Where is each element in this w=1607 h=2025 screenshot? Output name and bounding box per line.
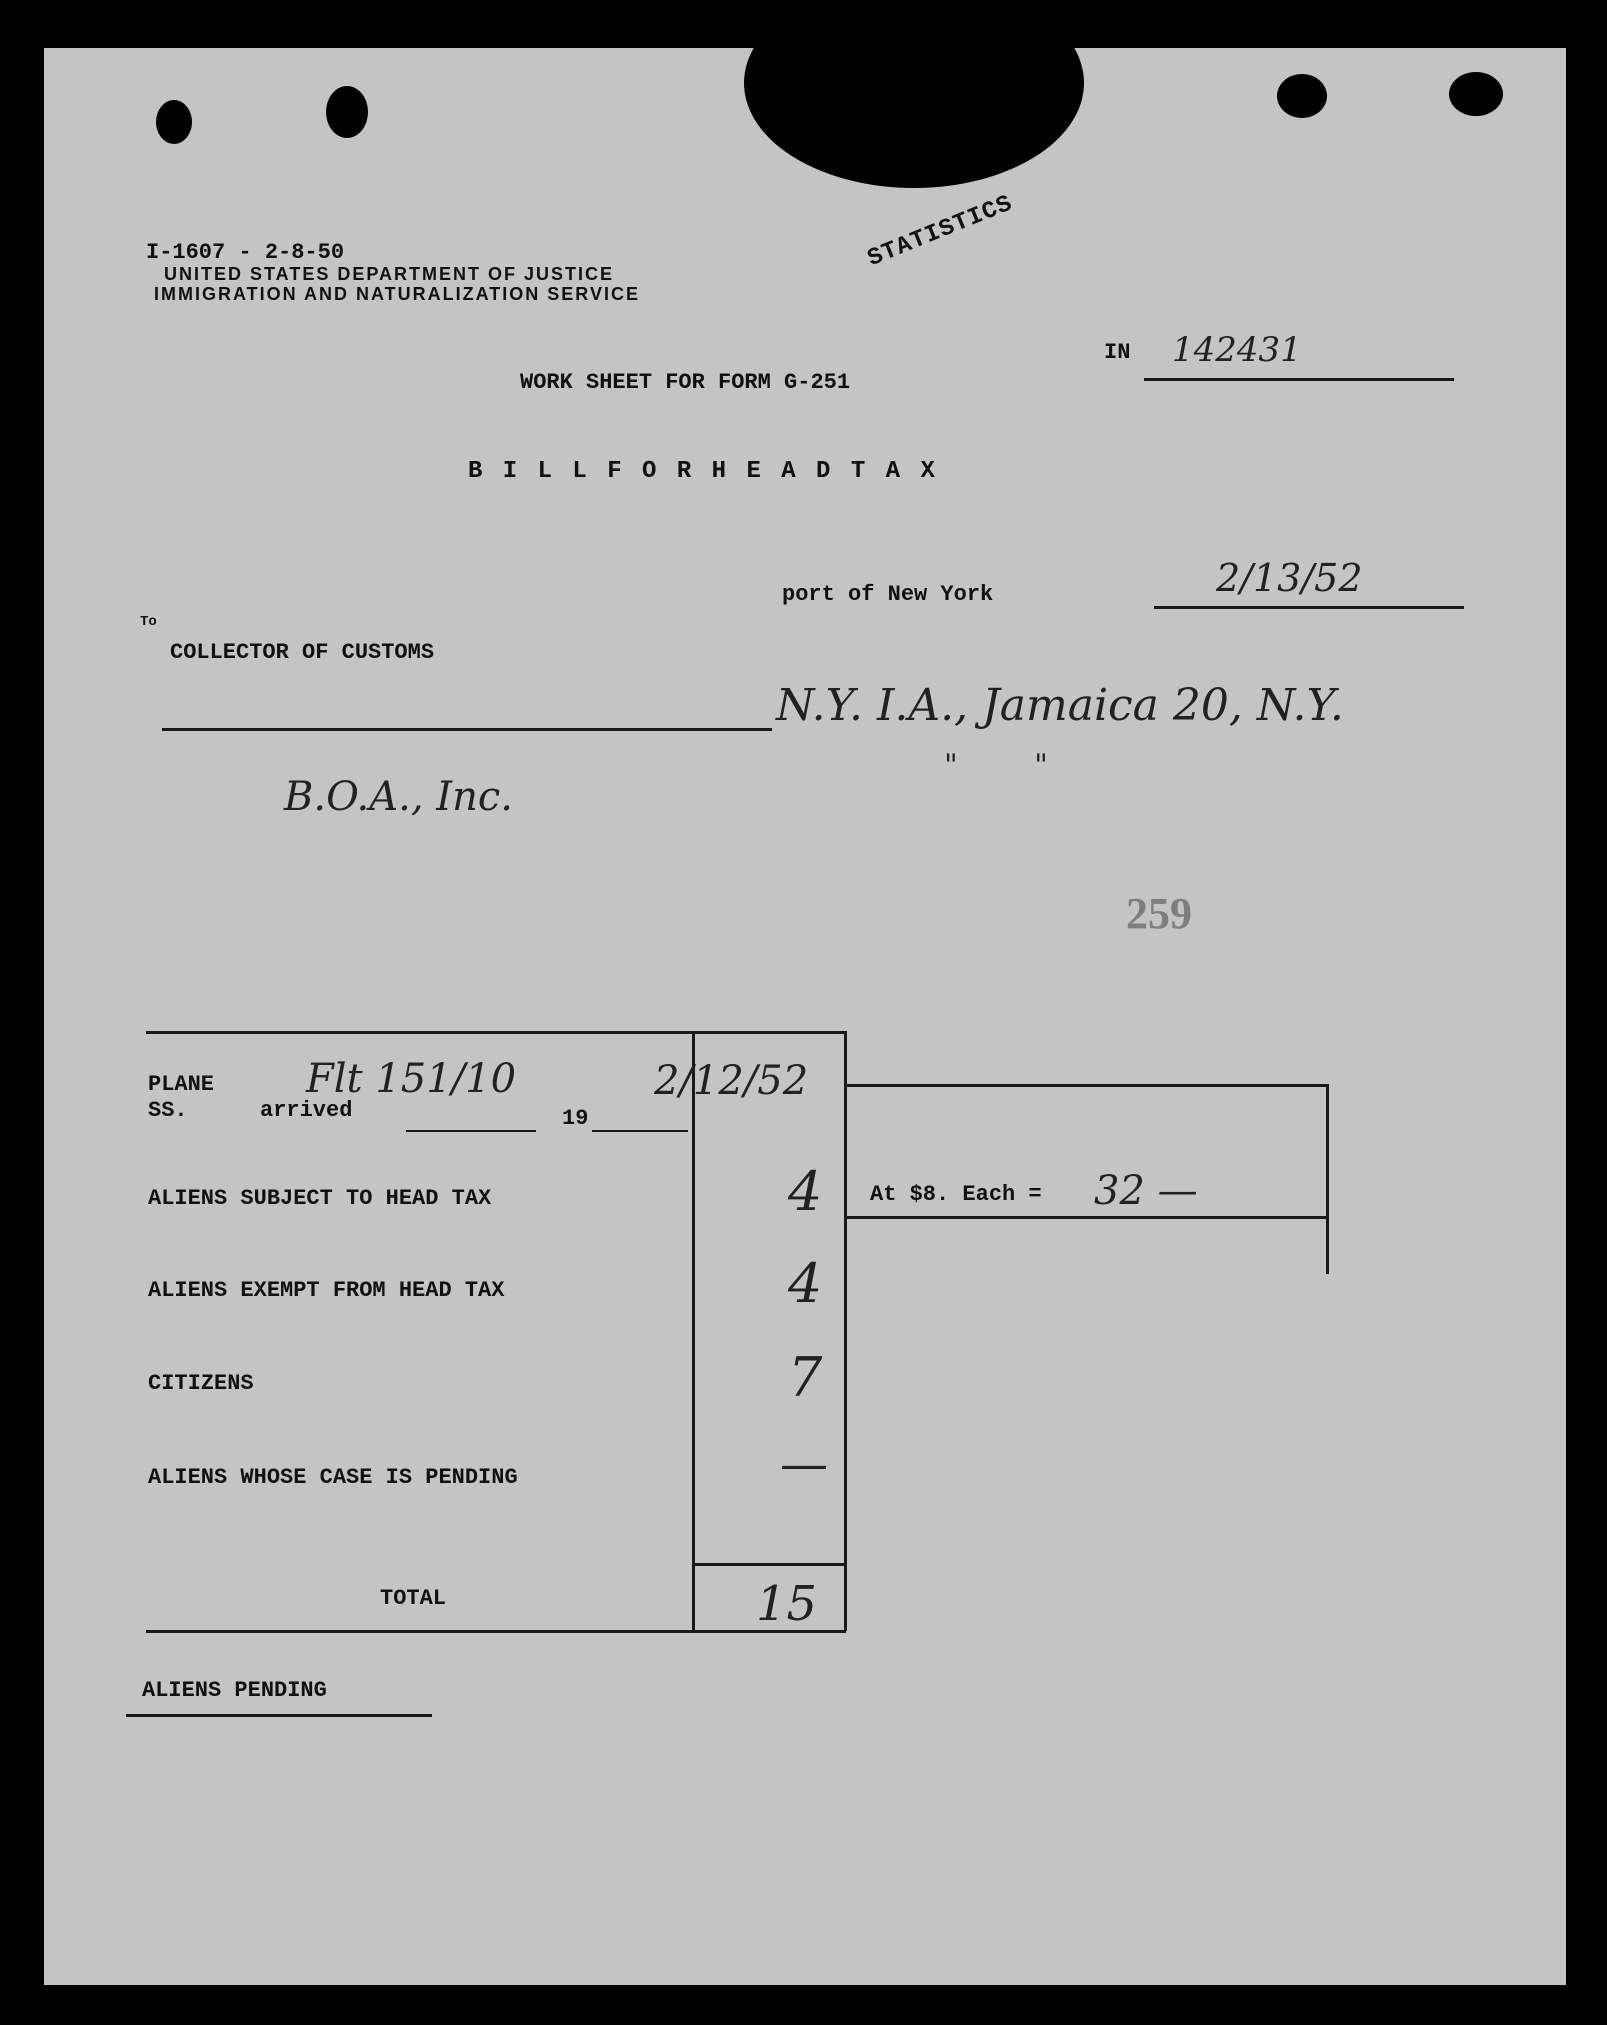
collector-of-customs: COLLECTOR OF CUSTOMS [170, 640, 435, 665]
rate-label: At $8. Each = [870, 1182, 1042, 1207]
row-value-exempt: 4 [788, 1252, 823, 1315]
punch-hole-right-2 [1449, 72, 1503, 116]
worksheet-title: WORK SHEET FOR FORM G-251 [520, 370, 851, 395]
rate-box-bottom [844, 1216, 1328, 1219]
total-label: TOTAL [380, 1586, 447, 1611]
row-label-subject: ALIENS SUBJECT TO HEAD TAX [148, 1186, 492, 1211]
to-prefix: To [140, 614, 157, 630]
in-label: IN [1104, 340, 1131, 365]
document-page [44, 48, 1566, 1985]
collector-underline [162, 728, 772, 731]
table-divider [692, 1031, 695, 1631]
punch-hole-left-2 [326, 86, 368, 138]
rate-box-right [1326, 1084, 1329, 1274]
in-number: 142431 [1172, 330, 1302, 370]
service-name: IMMIGRATION AND NATURALIZATION SERVICE [154, 284, 640, 304]
torn-hole-center [744, 48, 1084, 188]
flight-handwritten: Flt 151/10 [306, 1056, 517, 1102]
agency-name: UNITED STATES DEPARTMENT OF JUSTICE [164, 264, 615, 284]
carrier-handwritten: B.O.A., Inc. [284, 774, 513, 820]
punch-hole-left-1 [156, 100, 192, 144]
location-handwritten: N.Y. I.A., Jamaica 20, N.Y. [776, 680, 1344, 731]
bill-title: B I L L F O R H E A D T A X [468, 458, 938, 485]
total-separator [692, 1563, 846, 1566]
rate-box-top [844, 1084, 1328, 1087]
total-value: 15 [756, 1576, 818, 1632]
ditto-marks: " " [944, 748, 1048, 783]
row-label-citizens: CITIZENS [148, 1371, 254, 1396]
aliens-pending-underline [126, 1714, 432, 1717]
row-label-pending: ALIENS WHOSE CASE IS PENDING [148, 1465, 518, 1490]
statistics-stamp: STATISTICS [864, 190, 1017, 274]
port-label: port of New York [782, 582, 994, 607]
bill-date: 2/13/52 [1216, 556, 1363, 600]
rate-amount: 32 — [1094, 1168, 1198, 1214]
arrived-label: arrived [260, 1098, 353, 1123]
table-right-border [844, 1031, 847, 1631]
ss-label: SS. [148, 1098, 188, 1123]
table-bottom-border [146, 1630, 846, 1633]
in-number-underline [1144, 378, 1454, 381]
table-top-border [146, 1031, 846, 1034]
plane-label: PLANE [148, 1072, 215, 1097]
row-value-pending: — [780, 1436, 828, 1492]
form-number: I-1607 - 2-8-50 [146, 240, 345, 265]
page-number: 259 [1126, 889, 1192, 938]
year-line [592, 1130, 688, 1132]
date-underline [1154, 606, 1464, 609]
arrival-date-handwritten: 2/12/52 [654, 1058, 809, 1104]
row-value-citizens: 7 [788, 1346, 823, 1409]
aliens-pending-label: ALIENS PENDING [142, 1678, 327, 1703]
row-label-exempt: ALIENS EXEMPT FROM HEAD TAX [148, 1278, 505, 1303]
year-prefix: 19 [562, 1106, 589, 1131]
row-value-subject: 4 [788, 1160, 823, 1223]
punch-hole-right-1 [1277, 74, 1327, 118]
arrived-date-line [406, 1130, 536, 1132]
